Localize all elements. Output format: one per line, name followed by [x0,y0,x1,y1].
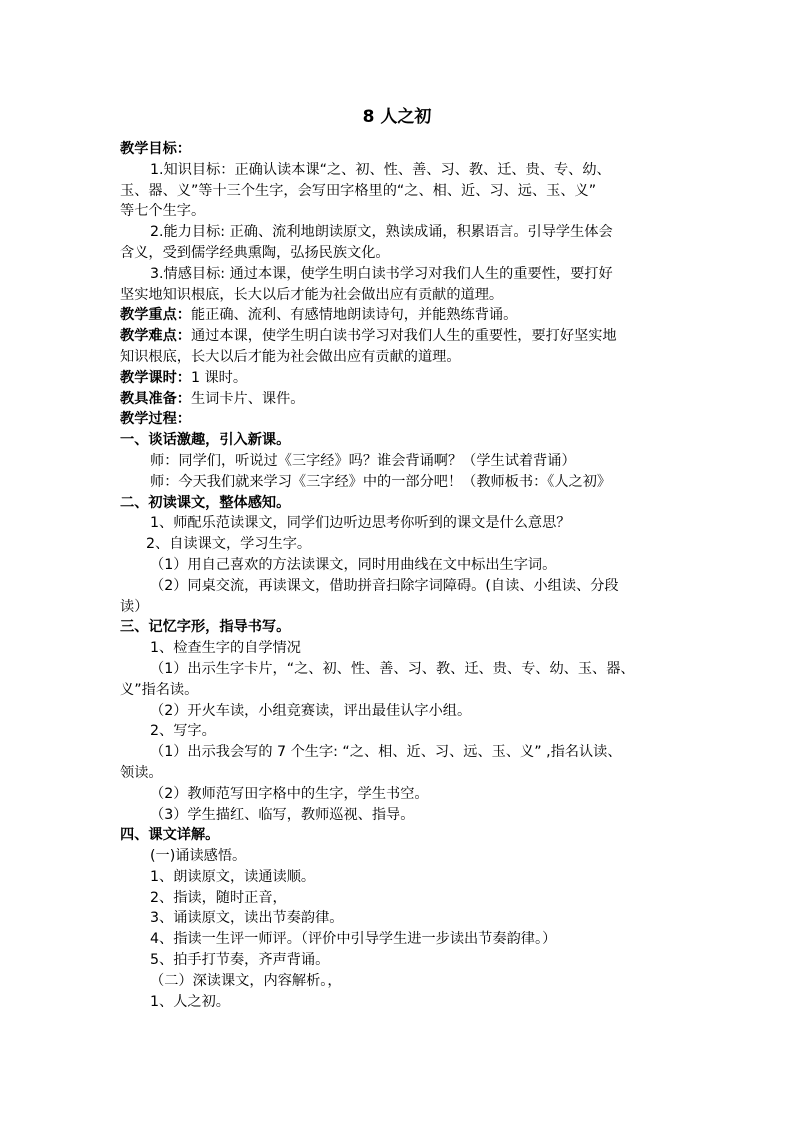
section-heading: 三、记忆字形，指导书写。 [120,619,291,636]
section-heading: 二、初读课文，整体感知。 [120,494,291,511]
paragraph-line: 知识根底，长大以后才能为社会做出应有贡献的道理。 [120,348,461,365]
section-heading: 教学目标： [120,141,191,157]
paragraph-line: 读） [120,598,149,615]
labeled-line: 教具准备：生词卡片、课件。 [120,390,305,407]
paragraph-line: （2）教师范写田字格中的生字，学生书空。 [150,785,429,802]
paragraph-line: 2、写字。 [150,723,216,740]
section-heading: 一、谈话激趣，引入新课。 [120,432,291,449]
paragraph-line: （1）用自己喜欢的方法读课文，同时用曲线在文中标出生字词。 [150,556,557,573]
paragraph-line: (一)诵读感悟。 [150,848,247,865]
paragraph-line: 坚实地知识根底，长大以后才能为社会做出应有贡献的道理。 [120,286,504,303]
labeled-line: 教学难点：通过本课，使学生明白读书学习对我们人生的重要性，要打好坚实地 [120,328,617,345]
labeled-line: 教学重点：能正确、流利、有感情地朗读诗句，并能熟练背诵。 [120,307,518,324]
paragraph-line: 等七个生字。 [120,203,206,220]
paragraph-line: 2、自读课文，学习生字。 [146,536,312,553]
paragraph-line: 4、指读一生评一师评。（评价中引导学生进一步读出节奏韵律。） [150,931,557,948]
paragraph-line: 领读。 [120,764,163,781]
paragraph-line: 师：今天我们就来学习《三字经》中的一部分吧！（教师板书：《人之初》 [150,473,612,490]
paragraph-line: 义”指名读。 [120,681,199,698]
section-heading: 教学过程： [120,411,191,428]
paragraph-line: 1、人之初。 [150,993,230,1010]
paragraph-line: （1）出示我会写的 7 个生字: “之、相、近、习、远、玉、义” ,指名认读、 [150,744,622,761]
paragraph-line: 3.情感目标: 通过本课，使学生明白读书学习对我们人生的重要性，要打好 [150,265,613,282]
paragraph-line: 玉、器、义”等十三个生字，会写田字格里的“之、相、近、习、远、玉、义” [120,182,597,199]
paragraph-line: 含义，受到儒学经典熏陶，弘扬民族文化。 [120,244,390,261]
paragraph-line: 1、师配乐范读课文，同学们边听边思考你听到的课文是什么意思？ [150,515,571,532]
section-heading: 四、课文详解。 [120,827,220,844]
paragraph-line: 2、指读，随时正音， [150,889,287,906]
paragraph-line: （二）深读课文，内容解析。， [150,972,342,989]
document-body [120,139,676,1012]
paragraph-line: 1、朗读原文，读通读顺。 [150,868,316,885]
paragraph-line: （1）出示生字卡片，“之、初、性、善、习、教、迁、贵、专、幼、玉、器、 [150,660,635,677]
paragraph-line: （3）学生描红、临写，教师巡视、指导。 [150,806,415,823]
paragraph-line: 3、诵读原文，读出节奏韵律。 [150,910,344,927]
paragraph-line: 师：同学们，听说过《三字经》吗？谁会背诵啊？（学生试着背诵） [150,452,576,469]
labeled-line: 教学课时：1 课时。 [120,369,248,386]
paragraph-line: 2.能力目标: 正确、流利地朗读原文，熟读成诵，积累语言。引导学生体会 [150,224,613,241]
document-title: 8 人之初 [362,107,432,127]
paragraph-line: （2）同桌交流，再读课文，借助拼音扫除字词障碍。(自读、小组读、分段 [150,577,619,594]
paragraph-line: 1、检查生字的自学情况 [150,640,301,657]
paragraph-line: （2）开火车读，小组竞赛读，评出最佳认字小组。 [150,702,472,719]
paragraph-line: 5、拍手打节奏，齐声背诵。 [150,952,330,969]
paragraph-line: 1.知识目标：正确认读本课“之、初、性、善、习、教、迁、贵、专、幼、 [150,161,611,178]
